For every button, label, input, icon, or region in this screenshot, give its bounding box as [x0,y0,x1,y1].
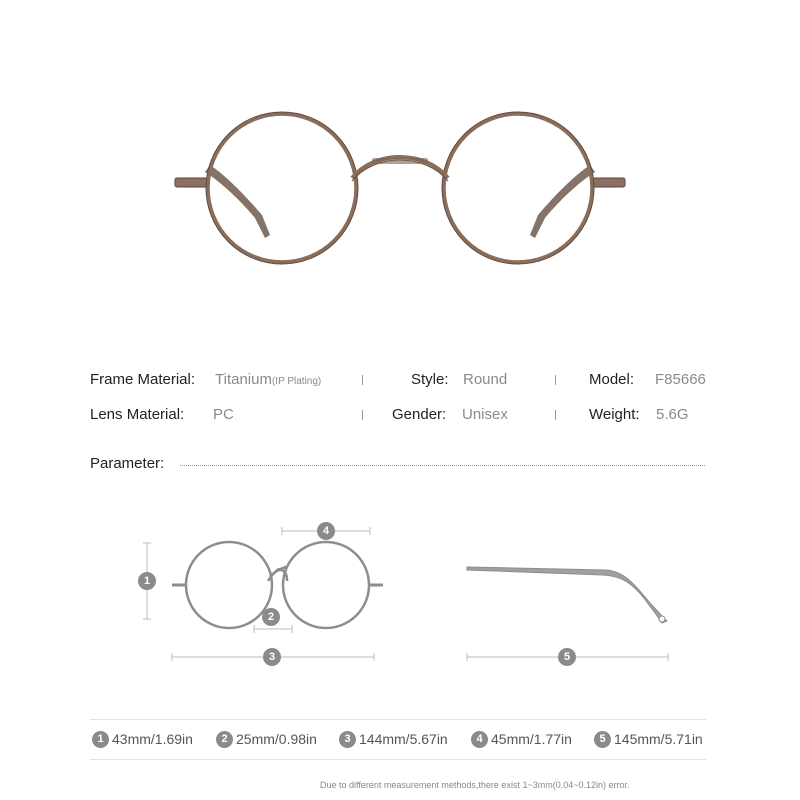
frame-material-note: (IP Plating) [271,376,322,387]
style-label: Style: [411,371,449,388]
gender-value: Unisex [462,406,508,423]
diagram-marker-2: 2 [262,608,280,626]
measurement-badge: 3 [339,731,356,748]
measurement-badge: 1 [92,731,109,748]
spec-separator [555,410,556,420]
diagram-marker-1: 1 [138,572,156,590]
product-photo-glasses [0,0,800,330]
weight-value: 5.6G [656,406,689,423]
dimension-line-2 [254,625,292,633]
spec-separator [362,375,363,385]
measurement-value: 45mm/1.77in [491,731,572,747]
measurement-disclaimer: Due to different measurement methods,there exist 1~3mm(0.04~0.12in) error. [320,780,630,790]
diagram-marker-3: 3 [263,648,281,666]
lens-material-value: PC [213,406,234,423]
spec-separator [362,410,363,420]
measurements-top-rule [90,719,706,720]
measurement-3 [339,730,448,748]
measurement-value: 145mm/5.71in [614,731,703,747]
parameter-dotted-rule [180,465,705,466]
measurement-value: 43mm/1.69in [112,731,193,747]
style-value: Round [463,371,508,388]
measurements-bottom-rule [90,759,706,760]
measurement-4 [471,730,572,748]
diagram-marker-5: 5 [558,648,576,666]
lens-material-label: Lens Material: [90,406,185,423]
model-label: Model: [589,371,635,388]
measurement-5 [594,730,703,748]
weight-label: Weight: [589,406,640,423]
parameter-label: Parameter: [90,455,165,472]
measurement-badge: 2 [216,731,233,748]
measurement-value: 144mm/5.67in [359,731,448,747]
gender-label: Gender: [392,406,447,423]
measurement-2 [216,730,317,748]
front-dimension-diagram [130,515,390,675]
frame-material-label: Frame Material: [90,371,196,388]
measurement-badge: 5 [594,731,611,748]
model-value: F85666 [655,371,706,388]
spec-separator [555,375,556,385]
measurement-1 [92,730,193,748]
frame-material-text: Titanium [215,371,272,388]
measurement-badge: 4 [471,731,488,748]
measurement-value: 25mm/0.98in [236,731,317,747]
frame-material-value [215,371,321,388]
diagram-marker-4: 4 [317,522,335,540]
